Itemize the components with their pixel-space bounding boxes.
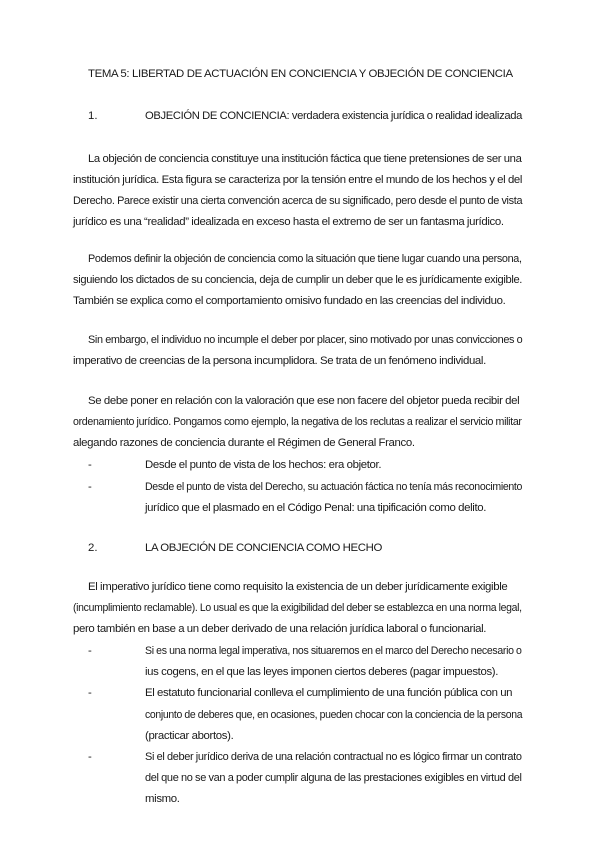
list-2-item-2-line: El estatuto funcionarial conlleva el cumplimiento de una función pública con un: [145, 687, 513, 699]
list-2-item-2-line: (practicar abortos).: [145, 730, 234, 742]
paragraph-5-line: (incumplimiento reclamable). Lo usual es que la exigibilidad del deber se establezca en una norma legal,: [73, 602, 522, 614]
paragraph-2-line: siguiendo los dictados de su conciencia, deja de cumplir un deber que le es jurídicamente exigible.: [73, 274, 523, 286]
paragraph-3-line: imperativo de creencias de la persona incumplidora. Se trata de un fenómeno individual.: [73, 355, 486, 367]
section-1-heading: OBJECIÓN DE CONCIENCIA: verdadera existencia jurídica o realidad idealizada: [145, 110, 523, 122]
paragraph-1-line: Derecho. Parece existir una cierta convención acerca de su significado, pero desde el punto de vista: [73, 195, 523, 207]
list-1-item-1-line: Desde el punto de vista de los hechos: era objetor.: [145, 459, 382, 471]
list-bullet: -: [88, 645, 92, 657]
list-2-item-3-line: del que no se van a poder cumplir alguna de las prestaciones exigibles en virtud del: [145, 772, 522, 784]
paragraph-4-line: Se debe poner en relación con la valoración que ese non facere del objetor pueda recibir del: [88, 395, 520, 407]
list-bullet: -: [88, 481, 92, 493]
list-2-item-1-line: Si es una norma legal imperativa, nos situaremos en el marco del Derecho necesario o: [145, 645, 522, 657]
paragraph-4-line: ordenamiento jurídico. Pongamos como ejemplo, la negativa de los reclutas a realizar el servicio militar: [73, 416, 522, 428]
document-title: TEMA 5: LIBERTAD DE ACTUACIÓN EN CONCIENCIA Y OBJECIÓN DE CONCIENCIA: [88, 68, 513, 80]
list-bullet: -: [88, 751, 92, 763]
list-bullet: -: [88, 459, 92, 471]
paragraph-2-line: Podemos definir la objeción de conciencia como la situación que tiene lugar cuando una persona,: [88, 253, 522, 265]
list-bullet: -: [88, 687, 92, 699]
paragraph-2-line: También se explica como el comportamiento omisivo fundado en las creencias del individuo.: [73, 295, 506, 307]
paragraph-5-line: El imperativo jurídico tiene como requisito la existencia de un deber jurídicamente exigible: [88, 581, 508, 593]
section-1-number: 1.: [88, 110, 98, 122]
list-2-item-1-line: ius cogens, en el que las leyes imponen ciertos deberes (pagar impuestos).: [145, 666, 499, 678]
paragraph-5-line: pero también en base a un deber derivado de una relación jurídica laboral o funcionarial.: [73, 623, 487, 635]
list-2-item-3-line: Si el deber jurídico deriva de una relación contractual no es lógico firmar un contrato: [145, 751, 522, 763]
paragraph-1-line: La objeción de conciencia constituye una institución fáctica que tiene pretensiones de ser una: [88, 153, 522, 165]
list-1-item-2-line: jurídico que el plasmado en el Código Penal: una tipificación como delito.: [145, 502, 487, 514]
paragraph-3-line: Sin embargo, el individuo no incumple el deber por placer, sino motivado por unas convicciones o: [88, 334, 523, 346]
list-2-item-2-line: conjunto de deberes que, en ocasiones, pueden chocar con la conciencia de la persona: [145, 709, 523, 721]
section-2-number: 2.: [88, 542, 98, 554]
paragraph-1-line: institución jurídica. Esta figura se caracteriza por la tensión entre el mundo de los hechos y el del: [73, 174, 523, 186]
list-1-item-2-line: Desde el punto de vista del Derecho, su actuación fáctica no tenía más reconocimiento: [145, 481, 523, 493]
paragraph-1-line: jurídico es una “realidad” idealizada en exceso hasta el extremo de ser un fantasma jurídico.: [73, 216, 504, 228]
list-2-item-3-line: mismo.: [145, 793, 180, 805]
paragraph-4-line: alegando razones de conciencia durante el Régimen de General Franco.: [73, 437, 415, 449]
section-2-heading: LA OBJECIÓN DE CONCIENCIA COMO HECHO: [145, 542, 383, 554]
